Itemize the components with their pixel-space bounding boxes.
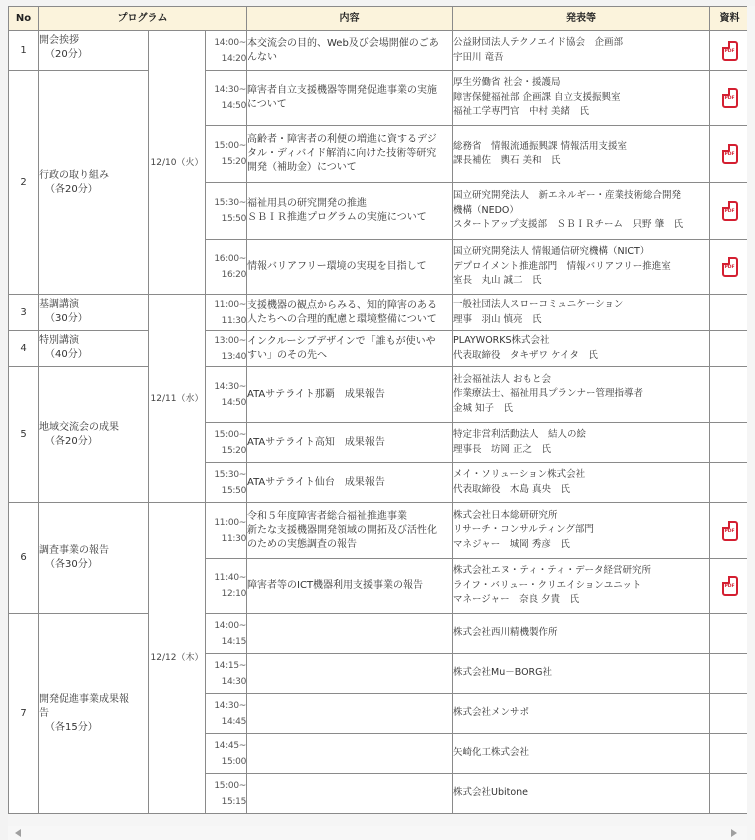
session-time <box>206 734 247 774</box>
program-title-line: 開会挨拶 <box>39 35 79 46</box>
content-line: ATAサテライト那覇 成果報告 <box>247 388 385 400</box>
program-duration: （40分） <box>45 349 88 360</box>
presenter-line: 株式会社日本総研研究所 <box>453 509 558 521</box>
session-presenter <box>453 31 710 71</box>
schedule-table-area <box>8 6 747 826</box>
time-start: 14:30~ <box>214 381 246 392</box>
time-start: 14:15~ <box>214 660 246 671</box>
session-row <box>9 295 748 331</box>
presenter-line: 福祉工学専門官 中村 美緒 氏 <box>453 106 590 118</box>
presenter-line: 国立研究開発法人 情報通信研究機構（NICT） <box>453 246 650 258</box>
session-time <box>206 774 247 814</box>
presenter-line: PLAYWORKS株式会社 <box>453 335 550 346</box>
time-start: 11:40~ <box>214 573 246 583</box>
presenter-line: デプロイメント推進部門 情報バリアフリー推進室 <box>453 260 671 272</box>
session-content <box>247 31 453 71</box>
session-time <box>206 654 247 694</box>
pdf-download-icon[interactable] <box>722 257 738 277</box>
session-date: 12/12（木） <box>149 503 206 814</box>
session-row <box>9 31 748 71</box>
session-presenter <box>453 774 710 814</box>
program-number: 6 <box>9 503 39 614</box>
pdf-icon-label: PDF <box>724 48 735 54</box>
presenter-line: 課長補佐 輿石 美和 氏 <box>453 155 561 166</box>
pdf-icon-label: PDF <box>724 209 735 214</box>
session-row <box>9 614 748 654</box>
presenter-line: マネージャー 奈良 夕貴 氏 <box>453 594 580 606</box>
session-content <box>247 183 453 240</box>
presenter-line: 代表取締役 タキザワ ケイタ 氏 <box>453 349 598 361</box>
program-number: 3 <box>9 295 39 331</box>
program-title <box>39 503 149 614</box>
session-document <box>710 295 748 331</box>
content-line: 本交流会の目的、Web及び会場開催のごあ <box>247 37 439 49</box>
pdf-icon-label: PDF <box>724 152 735 157</box>
session-row <box>9 503 748 559</box>
content-line: 令和５年度障害者総合福祉推進事業 <box>247 510 407 522</box>
header-row <box>9 7 748 31</box>
session-presenter <box>453 559 710 614</box>
content-line: インクルーシブデザインで「誰もが使いや <box>247 335 436 347</box>
content-line: 支援機器の観点からみる、知的障害のある <box>247 299 437 311</box>
presenter-line: 社会福祉法人 おもと会 <box>453 373 552 385</box>
session-content <box>247 694 453 734</box>
time-start: 14:00~ <box>214 37 246 48</box>
program-title-line: 特別講演 <box>39 335 79 346</box>
session-document <box>710 463 748 503</box>
session-content <box>247 503 453 559</box>
session-document <box>710 654 748 694</box>
session-content <box>247 734 453 774</box>
session-document <box>710 367 748 423</box>
program-duration: （30分） <box>45 313 88 324</box>
time-end: 14:30 <box>221 676 246 687</box>
presenter-line: 厚生労働省 社会・援護局 <box>453 77 561 89</box>
presenter-line: 金城 知子 氏 <box>453 402 514 414</box>
session-time <box>206 331 247 367</box>
presenter-line: 機構（NEDO） <box>453 204 519 216</box>
time-start: 13:00~ <box>214 335 246 346</box>
time-end: 15:50 <box>221 485 246 496</box>
session-document <box>710 240 748 295</box>
pdf-download-icon[interactable] <box>722 144 738 164</box>
session-presenter <box>453 614 710 654</box>
time-end: 11:30 <box>221 533 246 544</box>
presenter-line: 宇田川 竜吾 <box>453 51 504 63</box>
program-duration: （20分） <box>45 49 88 60</box>
presenter-line: 一般社団法人スローコミュニケーション <box>453 299 624 310</box>
time-start: 14:00~ <box>214 620 246 631</box>
program-title-line: 調査事業の報告 <box>39 545 109 556</box>
presenter-line: 総務省 情報流通振興課 情報活用支援室 <box>453 140 628 152</box>
content-line: 情報バリアフリー環境の実現を目指して <box>247 261 427 272</box>
program-title <box>39 71 149 295</box>
session-presenter <box>453 183 710 240</box>
time-end: 15:00 <box>221 756 246 767</box>
session-time <box>206 295 247 331</box>
time-start: 16:00~ <box>214 254 246 264</box>
session-document <box>710 331 748 367</box>
time-end: 14:50 <box>221 101 246 111</box>
time-start: 15:30~ <box>214 469 246 480</box>
time-end: 15:15 <box>221 796 246 807</box>
time-start: 15:00~ <box>214 429 246 440</box>
content-line: 福祉用具の研究開発の推進 <box>247 198 367 209</box>
program-title <box>39 295 149 331</box>
pdf-download-icon[interactable] <box>722 576 738 596</box>
time-end: 15:20 <box>221 157 246 167</box>
pdf-download-icon[interactable] <box>722 521 738 541</box>
time-end: 15:20 <box>221 445 246 456</box>
time-end: 14:45 <box>221 716 246 727</box>
session-presenter <box>453 654 710 694</box>
presenter-line: 理事長 坊岡 正之 氏 <box>453 443 552 455</box>
schedule-scroll-container[interactable] <box>8 6 755 840</box>
session-time <box>206 240 247 295</box>
program-title <box>39 367 149 503</box>
content-line: 障害者自立支援機器等開発促進事業の実施 <box>247 85 437 96</box>
content-line: 高齢者・障害者の利便の増進に資するデジ <box>247 134 437 145</box>
program-title-line: 開発促進事業成果報 <box>39 693 129 705</box>
presenter-line: 株式会社エヌ・ティ・ティ・データ経営研究所 <box>453 565 651 577</box>
presenter-line: 株式会社西川精機製作所 <box>453 627 558 639</box>
session-time <box>206 183 247 240</box>
program-number: 4 <box>9 331 39 367</box>
pdf-download-icon[interactable] <box>722 41 738 61</box>
session-document <box>710 183 748 240</box>
program-title-line: 告 <box>39 707 49 719</box>
session-time <box>206 463 247 503</box>
session-content <box>247 331 453 367</box>
session-content <box>247 240 453 295</box>
program-number: 2 <box>9 71 39 295</box>
pdf-download-icon[interactable] <box>722 201 738 221</box>
presenter-line: 国立研究開発法人 新エネルギー・産業技術総合開発 <box>453 190 682 202</box>
session-content <box>247 126 453 183</box>
session-presenter <box>453 240 710 295</box>
content-line: ＳＢＩＲ推進プログラムの実施について <box>247 212 427 223</box>
content-line: 開発（補助金）について <box>247 162 357 173</box>
session-presenter <box>453 463 710 503</box>
session-content <box>247 71 453 126</box>
presenter-line: 株式会社Ubitone <box>453 787 529 799</box>
scroll-left-arrow-icon[interactable] <box>15 829 21 837</box>
session-presenter <box>453 331 710 367</box>
presenter-line: 矢崎化工株式会社 <box>453 747 530 759</box>
header-program: プログラム <box>39 7 247 31</box>
scroll-right-arrow-icon[interactable] <box>731 829 737 837</box>
content-line: タル・ディバイド解消に向けた技術等研究 <box>247 148 437 159</box>
pdf-icon-label: PDF <box>724 584 735 589</box>
session-content <box>247 367 453 423</box>
time-end: 11:30 <box>221 315 246 326</box>
session-presenter <box>453 694 710 734</box>
session-time <box>206 503 247 559</box>
session-time <box>206 367 247 423</box>
session-content <box>247 614 453 654</box>
presenter-line: 室長 丸山 誠二 氏 <box>453 275 542 287</box>
time-end: 16:20 <box>221 270 246 280</box>
presenter-line: 作業療法士、福祉用具プランナー管理指導者 <box>453 388 644 400</box>
presenter-line: 株式会社メンサポ <box>453 707 530 719</box>
presenter-line: 特定非営利活動法人 結人の絵 <box>453 429 587 440</box>
header-no: No <box>9 7 39 31</box>
content-line: ATAサテライト仙台 成果報告 <box>247 476 385 488</box>
session-time <box>206 126 247 183</box>
header-document: 資料 <box>710 7 748 31</box>
time-end: 15:50 <box>221 214 246 224</box>
time-end: 12:10 <box>221 589 246 599</box>
presenter-line: ライフ・バリュー・クリエイションユニット <box>453 579 642 591</box>
session-presenter <box>453 423 710 463</box>
program-title-line: 基調講演 <box>39 299 79 310</box>
time-start: 15:00~ <box>214 780 246 791</box>
program-number: 5 <box>9 367 39 503</box>
session-time <box>206 71 247 126</box>
session-document <box>710 126 748 183</box>
session-date: 12/10（火） <box>149 31 206 295</box>
presenter-line: 株式会社Mu－BORG社 <box>453 667 553 679</box>
session-time <box>206 423 247 463</box>
time-end: 14:50 <box>221 397 246 408</box>
header-presenter: 発表等 <box>453 7 710 31</box>
time-end: 14:20 <box>221 53 246 64</box>
session-row <box>9 71 748 126</box>
session-presenter <box>453 295 710 331</box>
program-title-line: 行政の取り組み <box>39 169 109 181</box>
session-document <box>710 503 748 559</box>
session-document <box>710 71 748 126</box>
time-end: 14:15 <box>221 636 246 647</box>
program-number: 1 <box>9 31 39 71</box>
presenter-line: 障害保健福祉部 企画課 自立支援振興室 <box>453 91 621 103</box>
pdf-icon-label: PDF <box>724 96 735 101</box>
session-content <box>247 295 453 331</box>
session-presenter <box>453 126 710 183</box>
program-duration: （各30分） <box>45 559 98 570</box>
presenter-line: 公益財団法人テクノエイド協会 企画部 <box>453 37 623 48</box>
program-duration: （各20分） <box>45 183 98 195</box>
session-content <box>247 559 453 614</box>
header-content: 内容 <box>247 7 453 31</box>
session-document <box>710 774 748 814</box>
program-duration: （各15分） <box>45 721 98 733</box>
time-start: 11:00~ <box>214 517 246 528</box>
presenter-line: リサーチ・コンサルティング部門 <box>453 524 594 536</box>
time-end: 13:40 <box>221 351 246 362</box>
time-start: 14:30~ <box>214 85 246 95</box>
presenter-line: スタートアップ支援部 ＳＢＩＲチーム 只野 肇 氏 <box>453 219 684 231</box>
session-document <box>710 734 748 774</box>
content-line: すい」のその先へ <box>247 349 327 361</box>
time-start: 11:00~ <box>214 299 246 310</box>
pdf-download-icon[interactable] <box>722 88 738 108</box>
session-time <box>206 31 247 71</box>
presenter-line: マネジャー 城岡 秀彦 氏 <box>453 538 570 550</box>
session-presenter <box>453 734 710 774</box>
content-line: について <box>247 99 287 110</box>
time-start: 14:30~ <box>214 700 246 711</box>
session-document <box>710 694 748 734</box>
session-presenter <box>453 503 710 559</box>
session-presenter <box>453 367 710 423</box>
time-start: 15:30~ <box>214 198 246 208</box>
program-title-line: 地域交流会の成果 <box>39 421 119 433</box>
presenter-line: メイ・ソリューション株式会社 <box>453 469 586 480</box>
pdf-icon-label: PDF <box>724 265 735 270</box>
session-document <box>710 559 748 614</box>
session-time <box>206 559 247 614</box>
content-line: 新たな支援機器開発領域の開拓及び活性化 <box>247 524 437 536</box>
horizontal-scrollbar[interactable] <box>8 826 747 840</box>
content-line: 人たちへの合理的配慮と環境整備について <box>247 313 437 325</box>
session-document <box>710 614 748 654</box>
content-line: 障害者等のICT機器利用支援事業の報告 <box>247 580 424 591</box>
session-date: 12/11（水） <box>149 295 206 503</box>
program-number: 7 <box>9 614 39 814</box>
session-presenter <box>453 71 710 126</box>
presenter-line: 代表取締役 木島 真央 氏 <box>453 483 571 495</box>
program-title <box>39 331 149 367</box>
content-line: ATAサテライト高知 成果報告 <box>247 436 385 448</box>
session-time <box>206 614 247 654</box>
session-document <box>710 31 748 71</box>
time-start: 15:00~ <box>214 141 246 151</box>
session-content <box>247 774 453 814</box>
time-start: 14:45~ <box>214 740 246 751</box>
session-content <box>247 654 453 694</box>
pdf-icon-label: PDF <box>724 528 735 534</box>
session-time <box>206 694 247 734</box>
session-row <box>9 367 748 423</box>
content-line: んない <box>247 51 277 63</box>
session-content <box>247 423 453 463</box>
session-document <box>710 423 748 463</box>
program-title <box>39 614 149 814</box>
session-row <box>9 331 748 367</box>
schedule-table <box>8 6 747 814</box>
session-content <box>247 463 453 503</box>
presenter-line: 理事 羽山 慎亮 氏 <box>453 313 542 325</box>
program-duration: （各20分） <box>45 435 98 447</box>
content-line: のための実態調査の報告 <box>247 538 357 550</box>
program-title <box>39 31 149 71</box>
